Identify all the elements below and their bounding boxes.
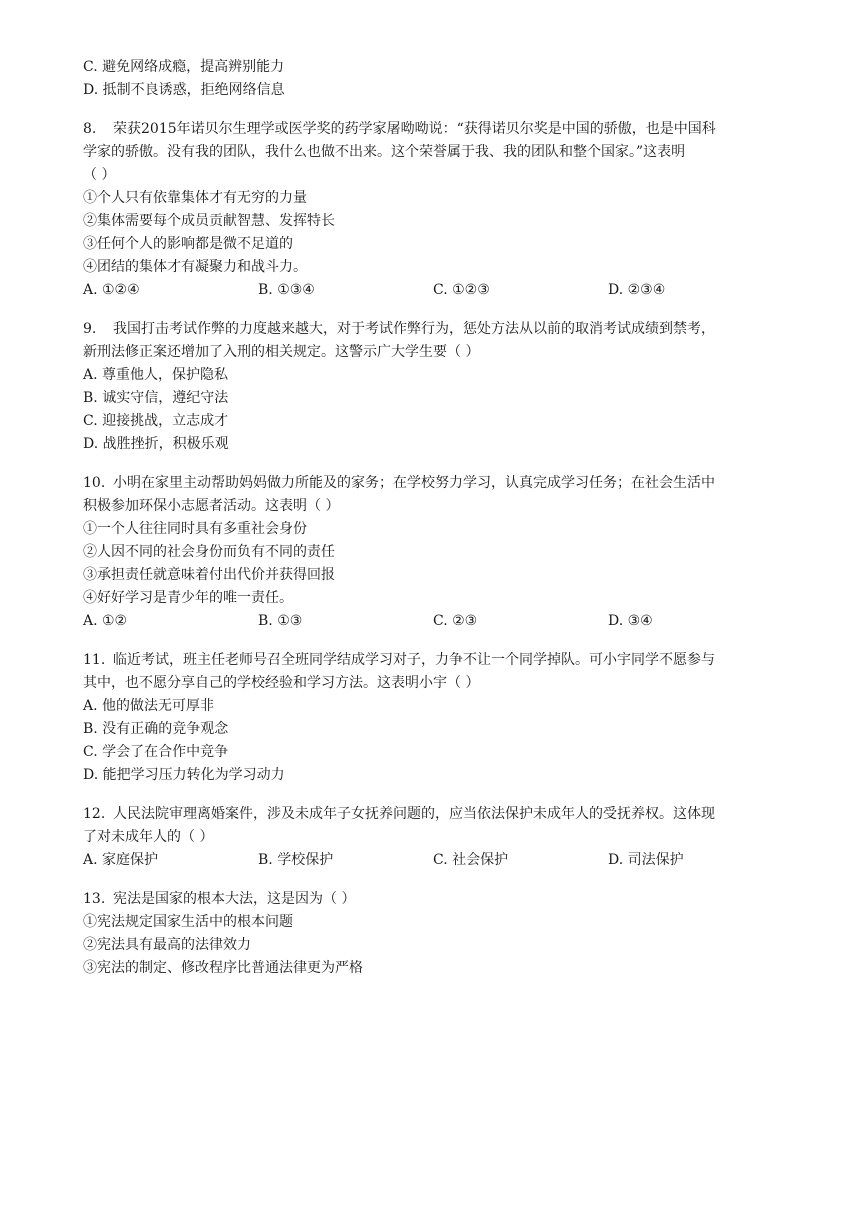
statement: ③宪法的制定、修改程序比普通法律更为严格	[83, 960, 363, 976]
option-b: B. 学校保护	[258, 852, 334, 868]
option-d: D. 战胜挫折，积极乐观	[83, 436, 229, 452]
option-c: C. 避免网络成瘾，提高辨别能力	[83, 59, 285, 75]
statement: ①个人只有依靠集体才有无穷的力量	[83, 190, 307, 206]
question-stem-line: 新刑法修正案还增加了入刑的相关规定。这警示广大学生要（ ）	[83, 344, 480, 360]
statement: ③承担责任就意味着付出代价并获得回报	[83, 567, 335, 583]
answer-options	[83, 279, 783, 302]
option-d: D. 抵制不良诱惑，拒绝网络信息	[83, 82, 285, 98]
question-10	[83, 472, 783, 633]
question-stem-line: 其中，也不愿分享自己的学校经验和学习方法。这表明小宇（ ）	[83, 675, 480, 691]
question-number: 10.	[83, 475, 106, 491]
option-a: A. ①②④	[83, 282, 140, 298]
question-stem-line: 8. 荣获2015年诺贝尔生理学或医学奖的药学家屠呦呦说：“获得诺贝尔奖是中国的骄傲，也是中国科	[83, 118, 783, 141]
question-11	[83, 649, 783, 787]
question-stem-line: 积极参加环保小志愿者活动。这表明（ ）	[83, 498, 340, 514]
option-b: B. 没有正确的竞争观念	[83, 721, 229, 737]
question-stem-line: 了对未成年人的（ ）	[83, 829, 214, 845]
option-d: D. 司法保护	[608, 852, 684, 868]
question-8	[83, 118, 783, 302]
option-c: C. 社会保护	[433, 852, 509, 868]
option-a: A. 他的做法无可厚非	[83, 698, 215, 714]
exam-page	[83, 56, 783, 980]
statement: ④团结的集体才有凝聚力和战斗力。	[83, 259, 307, 275]
question-number: 8.	[83, 121, 97, 137]
question-7-tail	[83, 56, 783, 102]
option-d: D. 能把学习压力转化为学习动力	[83, 767, 285, 783]
answer-options	[83, 610, 783, 633]
question-stem-line: 13. 宪法是国家的根本大法，这是因为（ ）	[83, 888, 783, 911]
option-c: C. ①②③	[433, 282, 490, 298]
statement: ②集体需要每个成员贡献智慧、发挥特长	[83, 213, 335, 229]
question-number: 9.	[83, 321, 97, 337]
question-number: 13.	[83, 891, 106, 907]
question-stem-line: 10. 小明在家里主动帮助妈妈做力所能及的家务；在学校努力学习，认真完成学习任务；在社会生活中	[83, 472, 783, 495]
option-c: C. 迎接挑战，立志成才	[83, 413, 229, 429]
question-12	[83, 803, 783, 872]
option-c: C. 学会了在合作中竞争	[83, 744, 229, 760]
question-13	[83, 888, 783, 980]
option-b: B. 诚实守信，遵纪守法	[83, 390, 229, 406]
question-stem-line: 12. 人民法院审理离婚案件，涉及未成年子女抚养问题的，应当依法保护未成年人的受抚养权。这体现	[83, 803, 783, 826]
question-number: 11.	[83, 652, 106, 668]
question-number: 12.	[83, 806, 106, 822]
statement: ③任何个人的影响都是微不足道的	[83, 236, 293, 252]
option-a: A. ①②	[83, 613, 128, 629]
statement: ②人因不同的社会身份而负有不同的责任	[83, 544, 335, 560]
option-a: A. 家庭保护	[83, 852, 159, 868]
statement: ①宪法规定国家生活中的根本问题	[83, 914, 293, 930]
option-b: B. ①③	[258, 613, 303, 629]
question-stem-line: （ ）	[83, 167, 116, 183]
option-c: C. ②③	[433, 613, 478, 629]
statement: ④好好学习是青少年的唯一责任。	[83, 590, 293, 606]
question-9	[83, 318, 783, 456]
option-a: A. 尊重他人，保护隐私	[83, 367, 229, 383]
answer-options	[83, 849, 783, 872]
option-d: D. ③④	[608, 613, 653, 629]
question-stem-line: 11. 临近考试，班主任老师号召全班同学结成学习对子，力争不让一个同学掉队。可小宇同学不愿参与	[83, 649, 783, 672]
question-stem-line: 9. 我国打击考试作弊的力度越来越大，对于考试作弊行为，惩处方法从以前的取消考试成绩到禁考，	[83, 318, 783, 341]
option-d: D. ②③④	[608, 282, 666, 298]
option-b: B. ①③④	[258, 282, 315, 298]
statement: ②宪法具有最高的法律效力	[83, 937, 251, 953]
question-stem-line: 学家的骄傲。没有我的团队，我什么也做不出来。这个荣誉属于我、我的团队和整个国家。”这表明	[83, 144, 686, 160]
statement: ①一个人往往同时具有多重社会身份	[83, 521, 307, 537]
